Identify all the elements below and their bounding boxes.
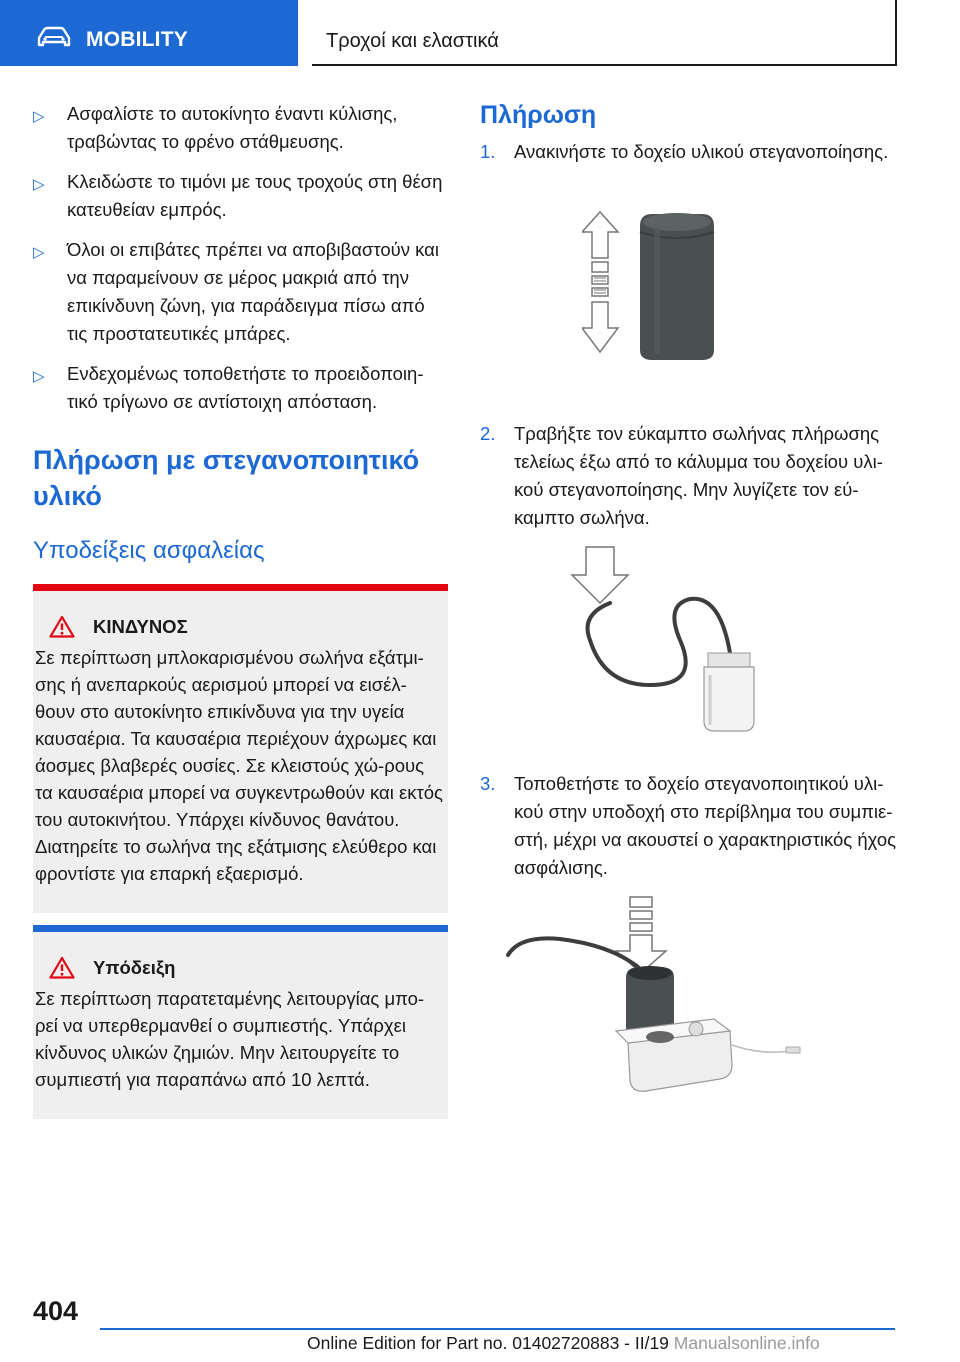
right-column	[480, 100, 910, 166]
left-column	[33, 100, 448, 1119]
section-tab	[0, 0, 298, 66]
note-title: Υπόδειξη	[93, 957, 176, 978]
step-item	[480, 770, 910, 882]
triangle-bullet-icon: ▷	[33, 244, 45, 261]
danger-title: ΚΙΝΔΥΝΟΣ	[93, 616, 188, 637]
step-text: Ανακινήστε το δοχείο υλικού στεγανοποίησης.	[514, 141, 889, 162]
insert-bottle-illustration	[500, 895, 810, 1095]
caution-triangle-icon	[49, 956, 75, 979]
pull-hose-illustration	[570, 545, 770, 735]
bullet-item: ▷ Κλειδώστε το τιμόνι με τους τροχούς στη θέση κατευθείαν εμπρός.	[33, 171, 443, 220]
note-heading	[35, 954, 446, 981]
subsection-title: Υποδείξεις ασφαλείας	[33, 537, 265, 564]
fill-title: Πλήρωση	[480, 101, 597, 129]
triangle-bullet-icon: ▷	[33, 108, 45, 125]
step-3	[480, 770, 910, 882]
step-number: 2.	[480, 423, 496, 444]
triangle-bullet-icon: ▷	[33, 176, 45, 193]
car-icon	[36, 26, 72, 48]
bullet-item: ▷ Όλοι οι επιβάτες πρέπει να αποβιβαστούν και να παραμείνουν σε μέρος μακριά από την επικίνδυνη ζώνη, για παράδειγμα πίσω από τις προστατευτικές μπάρες.	[33, 239, 439, 344]
danger-heading	[35, 613, 446, 640]
danger-box	[33, 584, 448, 913]
step-item	[480, 138, 910, 166]
section-label: MOBILITY	[86, 28, 188, 51]
section-title: Πλήρωση με στεγανοποιητικό υλικό	[33, 445, 420, 511]
footer-edition: Online Edition for Part no. 01402720883 - II/19 Manualsonline.info	[307, 1333, 820, 1353]
step-2	[480, 420, 910, 532]
step-number: 1.	[480, 141, 496, 162]
step-item	[480, 420, 910, 532]
step-text: Τραβήξτε τον εύκαμπτο σωλήνας πλήρωσης τελείως έξω από το κάλυμμα του δοχείου υλι-κού στεγανοποίησης. Μην λυγίζετε τον εύ-καμπτο σωλήνα.	[514, 423, 883, 528]
warning-triangle-icon	[49, 615, 75, 638]
page-number: 404	[33, 1296, 79, 1326]
footer-rule	[100, 1328, 895, 1330]
danger-text: Σε περίπτωση μπλοκαρισμένου σωλήνα εξάτμι-σης ή ανεπαρκούς αερισμού μπορεί να εισέλ-θουν στο αυτοκίνητο επικίνδυνα για την υγεία καυσαέρια. Τα καυσαέρια περιέχουν άχρωμες και άοσμες βλαβερές ουσίες. Σε κλειστούς χώ-ρους τα καυσαέρια μπορεί να συγκεντρωθούν και εκτός του αυτοκινήτου. Υπάρχει κίνδυνος θανάτου. Διατηρείτε το σωλήνα της εξάτμισης ελεύθερο και φροντίστε για επαρκή εξαερισμό.	[35, 647, 443, 884]
bullet-item: ▷ Ασφαλίστε το αυτοκίνητο έναντι κύλισης, τραβώντας το φρένο στάθμευσης.	[33, 103, 398, 152]
chapter-title-box	[312, 0, 897, 66]
shake-bottle-illustration	[582, 210, 722, 370]
triangle-bullet-icon: ▷	[33, 368, 45, 385]
step-number: 3.	[480, 773, 496, 794]
chapter-title: Τροχοί και ελαστικά	[326, 30, 499, 52]
note-text: Σε περίπτωση παρατεταμένης λειτουργίας μπο-ρεί να υπερθερμανθεί ο συμπιεστής. Υπάρχει κίνδυνος υλικών ζημιών. Μην λειτουργείτε το συμπιεστή για παραπάνω από 10 λεπτά.	[35, 988, 425, 1090]
bullet-item: ▷ Ενδεχομένως τοποθετήστε το προειδοποιη-τικό τρίγωνο σε αντίστοιχη απόσταση.	[33, 363, 424, 412]
watermark: Manualsonline.info	[673, 1333, 820, 1353]
step-text: Τοποθετήστε το δοχείο στεγανοποιητικού υλι-κού στην υποδοχή στο περίβλημα του συμπιε-στή, μέχρι να ακουστεί ο χαρακτηριστικός ήχος ασφάλισης.	[514, 773, 897, 878]
page-header	[0, 0, 960, 66]
note-box	[33, 925, 448, 1119]
